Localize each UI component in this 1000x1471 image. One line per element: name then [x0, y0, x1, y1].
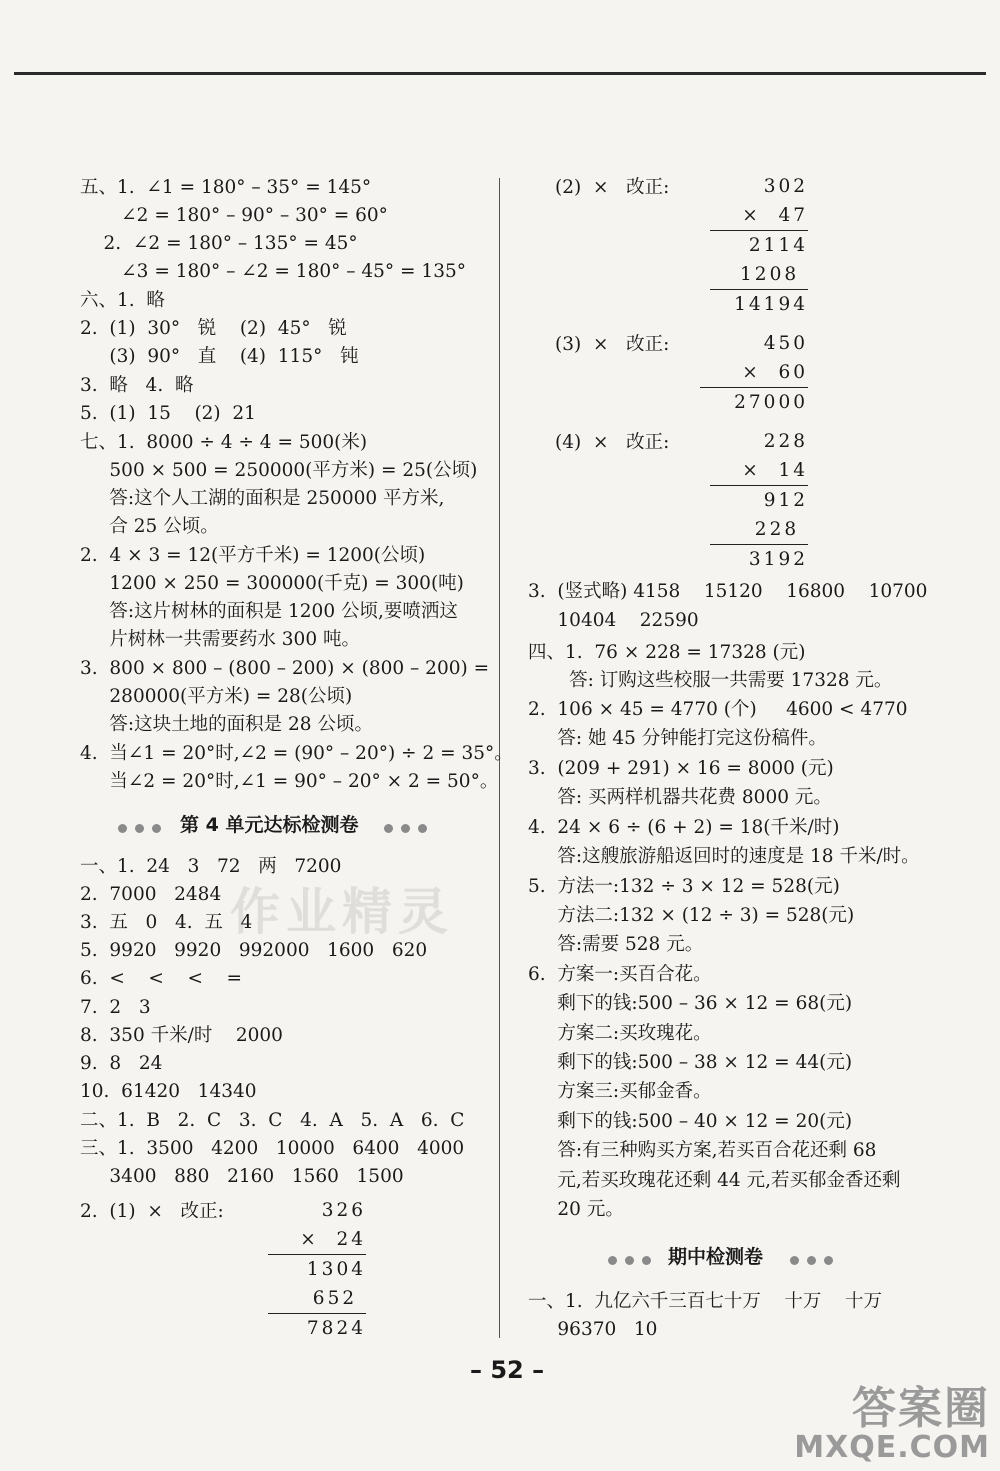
calc-row: 1208 — [740, 264, 808, 285]
answer-line: 3. (竖式略) 4158 15120 16800 10700 — [528, 581, 928, 602]
answer-line: 3. 五 0 4. 五 4 — [80, 912, 253, 933]
answer-line: 20 元。 — [528, 1199, 624, 1220]
answer-line: 方法二:132 × (12 ÷ 3) = 528(元) — [528, 905, 855, 926]
header-dots-right — [380, 818, 431, 837]
answer-line: 方案三:买郁金香。 — [528, 1081, 712, 1102]
calc-row: 7824 — [268, 1313, 366, 1343]
answer-line: 7. 2 3 — [80, 997, 151, 1018]
calc-row: 450 — [763, 333, 808, 354]
answer-line: 答:这块土地的面积是 28 公顷。 — [80, 714, 373, 735]
top-rule — [14, 72, 986, 75]
answer-line: ∠3 = 180° – ∠2 = 180° – 45° = 135° — [80, 261, 466, 282]
vertical-calc-1 — [268, 1196, 366, 1343]
watermark-text: 作业精灵 — [230, 883, 454, 941]
vertical-calc-3 — [700, 329, 808, 417]
answer-line: 答:这个人工湖的面积是 250000 平方米, — [80, 488, 445, 509]
answer-line: 答:这艘旅游船返回时的速度是 18 千米/时。 — [528, 846, 920, 867]
calc-row: 1304 — [268, 1254, 366, 1284]
vertical-calc-4 — [710, 427, 808, 574]
answer-line: 片树林一共需要药水 300 吨。 — [80, 629, 360, 650]
answer-line: 6. 方案一:买百合花。 — [528, 964, 712, 985]
answer-line: 5. 方法一:132 ÷ 3 × 12 = 528(元) — [528, 876, 840, 897]
calc-row: × 14 — [742, 460, 808, 481]
answer-line: 当∠2 = 20°时,∠1 = 90° – 20° × 2 = 50°。 — [80, 771, 499, 792]
calc-row: × 60 — [742, 362, 808, 383]
answer-line: 2. ∠2 = 180° – 135° = 45° — [80, 233, 358, 254]
calc-row: 326 — [321, 1200, 366, 1221]
calc-row: 2114 — [710, 230, 808, 260]
answer-line: 10404 22590 — [528, 610, 699, 631]
answer-line: 四、1. 76 × 228 = 17328 (元) — [528, 642, 806, 663]
answer-line: 96370 10 — [528, 1319, 658, 1340]
answer-line: 2. 4 × 3 = 12(平方千米) = 1200(公顷) — [80, 545, 426, 566]
calc-label: (4) × 改正: — [555, 432, 670, 453]
calc-row: 228 — [763, 431, 808, 452]
page-number: – 52 – — [470, 1356, 545, 1384]
answer-line: 3400 880 2160 1560 1500 — [80, 1166, 404, 1187]
calc-row: × 47 — [742, 205, 808, 226]
answer-line: 合 25 公顷。 — [80, 516, 219, 537]
answer-line: 3. 略 4. 略 — [80, 375, 194, 396]
answer-line: 剩下的钱:500 – 36 × 12 = 68(元) — [528, 993, 853, 1014]
logo-url: MXQE.COM — [794, 1430, 990, 1465]
answer-line: 10. 61420 14340 — [80, 1081, 257, 1102]
answer-line: 答:这片树林的面积是 1200 公顷,要喷洒这 — [80, 601, 458, 622]
answer-line: 剩下的钱:500 – 38 × 12 = 44(元) — [528, 1052, 853, 1073]
answer-line: 2. 7000 2484 — [80, 884, 222, 905]
answer-line: 剩下的钱:500 – 40 × 12 = 20(元) — [528, 1111, 853, 1132]
answer-line: 9. 8 24 — [80, 1053, 163, 1074]
answer-line: 二、1. B 2. C 3. C 4. A 5. A 6. C — [80, 1110, 465, 1131]
answer-line: 答:有三种购买方案,若买百合花还剩 68 — [528, 1140, 877, 1161]
calc-label: (2) × 改正: — [555, 177, 670, 198]
answer-line: 280000(平方米) = 28(公顷) — [80, 686, 353, 707]
answer-line: 七、1. 8000 ÷ 4 ÷ 4 = 500(米) — [80, 432, 368, 453]
answer-line: 方案二:买玫瑰花。 — [528, 1023, 712, 1044]
answer-line: 500 × 500 = 250000(平方米) = 25(公顷) — [80, 460, 478, 481]
answer-line: 2. (1) 30° 锐 (2) 45° 锐 — [80, 318, 347, 339]
calc-row: 3192 — [710, 544, 808, 574]
calc-row: 912 — [710, 485, 808, 515]
answer-line: 三、1. 3500 4200 10000 6400 4000 — [80, 1138, 465, 1159]
calc-row: × 24 — [300, 1229, 366, 1250]
logo-text: 答案圈 — [852, 1383, 990, 1434]
calc-row: 14194 — [710, 289, 808, 319]
answer-line: 6. < < < = — [80, 968, 242, 989]
answer-line: 答:需要 528 元。 — [528, 934, 704, 955]
answer-line: 4. 当∠1 = 20°时,∠2 = (90° – 20°) ÷ 2 = 35°。 — [80, 743, 513, 764]
calc-label: (3) × 改正: — [555, 334, 670, 355]
answer-line: 1200 × 250 = 300000(千克) = 300(吨) — [80, 573, 464, 594]
section-title-unit4: 第 4 单元达标检测卷 — [180, 814, 359, 836]
answer-line: 答: 她 45 分钟能打完这份稿件。 — [528, 728, 827, 749]
answer-line: 8. 350 千米/时 2000 — [80, 1025, 283, 1046]
answer-line: 5. (1) 15 (2) 21 — [80, 403, 256, 424]
calc-row: 27000 — [700, 387, 808, 417]
header-dots-left — [114, 818, 165, 837]
answer-line: 答: 订购这些校服一共需要 17328 元。 — [528, 670, 893, 691]
answer-line: 2. 106 × 45 = 4770 (个) 4600 < 4770 — [528, 699, 908, 720]
answer-line: 答: 买两样机器共花费 8000 元。 — [528, 787, 832, 808]
answer-line: 六、1. 略 — [80, 290, 165, 311]
answer-line: ∠2 = 180° – 90° – 30° = 60° — [80, 205, 388, 226]
answer-line: 5. 9920 9920 992000 1600 620 — [80, 940, 428, 961]
calc-row: 302 — [763, 176, 808, 197]
section-title-midterm: 期中检测卷 — [668, 1246, 764, 1268]
header-dots-right — [786, 1250, 837, 1269]
vertical-calc-2 — [710, 172, 808, 319]
answer-line: 一、1. 24 3 72 两 7200 — [80, 856, 342, 877]
calc-row: 228 — [754, 519, 808, 540]
answer-line: 4. 24 × 6 ÷ (6 + 2) = 18(千米/时) — [528, 817, 840, 838]
answer-line: 五、1. ∠1 = 180° – 35° = 145° — [80, 177, 372, 198]
answer-line: 元,若买玫瑰花还剩 44 元,若买郁金香还剩 — [528, 1170, 901, 1191]
answer-line: 一、1. 九亿六千三百七十万 十万 十万 — [528, 1291, 882, 1312]
answer-line: 2. (1) × 改正: — [80, 1201, 224, 1222]
site-logo — [794, 1372, 990, 1465]
answer-line: (3) 90° 直 (4) 115° 钝 — [80, 346, 359, 367]
answer-line: 3. 800 × 800 – (800 – 200) × (800 – 200) = — [80, 658, 490, 679]
calc-row: 652 — [312, 1288, 366, 1309]
answer-line: 3. (209 + 291) × 16 = 8000 (元) — [528, 758, 834, 779]
header-dots-left — [604, 1250, 655, 1269]
